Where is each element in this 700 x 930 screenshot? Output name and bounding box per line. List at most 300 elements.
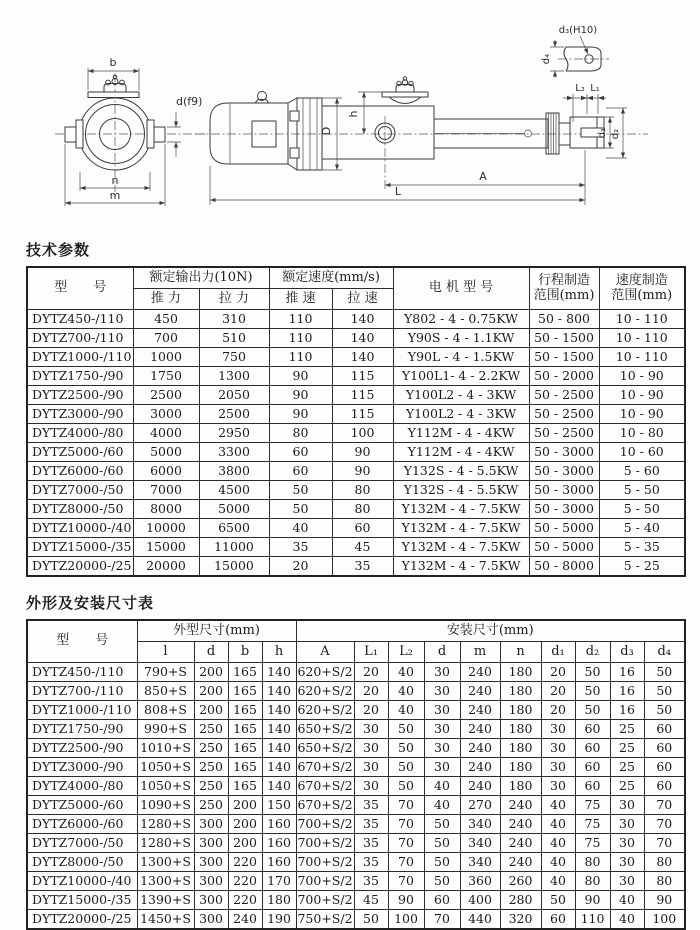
value-cell: 6500 bbox=[199, 519, 269, 538]
value-cell: 90 bbox=[269, 405, 332, 424]
model-cell: DYTZ5000-/60 bbox=[27, 443, 133, 462]
value-cell: 190 bbox=[262, 910, 296, 930]
value-cell: 30 bbox=[610, 796, 644, 815]
value-cell: 450 bbox=[133, 310, 199, 329]
table-row bbox=[27, 405, 685, 424]
value-cell: 240 bbox=[460, 739, 500, 758]
col-A: A bbox=[296, 642, 354, 663]
value-cell: Y132S - 4 - 5.5KW bbox=[393, 462, 529, 481]
value-cell: 115 bbox=[332, 367, 393, 386]
value-cell: 30 bbox=[541, 777, 575, 796]
table-row bbox=[27, 481, 685, 500]
value-cell: 220 bbox=[228, 853, 262, 872]
value-cell: 35 bbox=[332, 557, 393, 577]
value-cell: Y132M - 4 - 7.5KW bbox=[393, 538, 529, 557]
value-cell: 670+S/2 bbox=[296, 777, 354, 796]
value-cell: 50 - 3000 bbox=[529, 462, 599, 481]
value-cell: 1050+S bbox=[137, 758, 194, 777]
value-cell: 40 bbox=[610, 891, 644, 910]
col-group-install-dims: 安装尺寸(mm) bbox=[296, 620, 685, 642]
value-cell: 75 bbox=[575, 796, 610, 815]
value-cell: 30 bbox=[424, 720, 460, 739]
col-pull-force: 拉 力 bbox=[199, 289, 269, 310]
value-cell: 160 bbox=[262, 834, 296, 853]
value-cell: 25 bbox=[610, 720, 644, 739]
model-cell: DYTZ1750-/90 bbox=[27, 720, 137, 739]
value-cell: 8000 bbox=[133, 500, 199, 519]
value-cell: 10 - 110 bbox=[599, 348, 685, 367]
col-L1: L₁ bbox=[354, 642, 388, 663]
value-cell: 670+S/2 bbox=[296, 758, 354, 777]
value-cell: 70 bbox=[388, 872, 424, 891]
col-d: d bbox=[194, 642, 228, 663]
value-cell: 70 bbox=[644, 815, 685, 834]
col-model: 型 号 bbox=[27, 620, 137, 663]
value-cell: 11000 bbox=[199, 538, 269, 557]
table-row bbox=[27, 310, 685, 329]
dim-label-d3: d₃(H10) bbox=[558, 25, 598, 36]
value-cell: 250 bbox=[194, 796, 228, 815]
value-cell: 140 bbox=[332, 348, 393, 367]
value-cell: 50 bbox=[388, 777, 424, 796]
value-cell: 240 bbox=[500, 834, 541, 853]
value-cell: 50 - 5000 bbox=[529, 538, 599, 557]
value-cell: 220 bbox=[228, 891, 262, 910]
value-cell: 250 bbox=[194, 777, 228, 796]
value-cell: 140 bbox=[262, 739, 296, 758]
value-cell: 240 bbox=[500, 815, 541, 834]
model-cell: DYTZ1000-/110 bbox=[27, 348, 133, 367]
value-cell: 50 - 3000 bbox=[529, 481, 599, 500]
value-cell: 15000 bbox=[133, 538, 199, 557]
value-cell: 50 bbox=[269, 481, 332, 500]
value-cell: 200 bbox=[228, 796, 262, 815]
value-cell: 80 bbox=[575, 872, 610, 891]
value-cell: 700+S/2 bbox=[296, 853, 354, 872]
value-cell: 30 bbox=[354, 720, 388, 739]
value-cell: 2050 bbox=[199, 386, 269, 405]
value-cell: 260 bbox=[500, 872, 541, 891]
col-d2: d₂ bbox=[575, 642, 610, 663]
value-cell: 1000 bbox=[133, 348, 199, 367]
value-cell: 45 bbox=[354, 891, 388, 910]
table-row bbox=[27, 834, 685, 853]
value-cell: 650+S/2 bbox=[296, 739, 354, 758]
value-cell: 25 bbox=[610, 739, 644, 758]
value-cell: 1280+S bbox=[137, 834, 194, 853]
value-cell: Y132S - 4 - 5.5KW bbox=[393, 481, 529, 500]
value-cell: 165 bbox=[228, 701, 262, 720]
model-cell: DYTZ3000-/90 bbox=[27, 758, 137, 777]
model-cell: DYTZ1000-/110 bbox=[27, 701, 137, 720]
value-cell: 50 bbox=[269, 500, 332, 519]
dim-label-L: L bbox=[394, 185, 402, 198]
value-cell: 1300+S bbox=[137, 872, 194, 891]
value-cell: 250 bbox=[194, 739, 228, 758]
value-cell: 3800 bbox=[199, 462, 269, 481]
value-cell: 25 bbox=[610, 777, 644, 796]
section-title-dimensions: 外形及安装尺寸表 bbox=[26, 594, 155, 612]
rod-end-detail bbox=[541, 25, 609, 78]
value-cell: 70 bbox=[388, 796, 424, 815]
col-stroke-range-line2: 范围(mm) bbox=[533, 287, 595, 303]
value-cell: 2950 bbox=[199, 424, 269, 443]
value-cell: 40 bbox=[424, 777, 460, 796]
value-cell: 4000 bbox=[133, 424, 199, 443]
value-cell: Y132M - 4 - 7.5KW bbox=[393, 500, 529, 519]
value-cell: 10 - 80 bbox=[599, 424, 685, 443]
table-row bbox=[27, 777, 685, 796]
dimensions-header bbox=[27, 620, 685, 663]
value-cell: 80 bbox=[644, 872, 685, 891]
model-cell: DYTZ700-/110 bbox=[27, 682, 137, 701]
col-m: m bbox=[460, 642, 500, 663]
model-cell: DYTZ3000-/90 bbox=[27, 405, 133, 424]
value-cell: 35 bbox=[354, 872, 388, 891]
table-row bbox=[27, 538, 685, 557]
dim-label-n: n bbox=[111, 174, 119, 187]
value-cell: 180 bbox=[500, 682, 541, 701]
value-cell: 20000 bbox=[133, 557, 199, 577]
value-cell: Y132M - 4 - 7.5KW bbox=[393, 519, 529, 538]
value-cell: 3000 bbox=[133, 405, 199, 424]
value-cell: 30 bbox=[354, 758, 388, 777]
value-cell: 300 bbox=[194, 834, 228, 853]
value-cell: Y802 - 4 - 0.75KW bbox=[393, 310, 529, 329]
dim-label-h: h bbox=[347, 110, 360, 118]
value-cell: 180 bbox=[500, 701, 541, 720]
value-cell: 90 bbox=[644, 891, 685, 910]
value-cell: 700+S/2 bbox=[296, 815, 354, 834]
value-cell: 700 bbox=[133, 329, 199, 348]
value-cell: 40 bbox=[541, 815, 575, 834]
value-cell: 50 bbox=[575, 682, 610, 701]
value-cell: 240 bbox=[228, 910, 262, 930]
value-cell: 50 - 2500 bbox=[529, 424, 599, 443]
value-cell: 60 bbox=[575, 777, 610, 796]
value-cell: 90 bbox=[575, 891, 610, 910]
dim-label-L1: L₁ bbox=[590, 83, 600, 94]
model-cell: DYTZ4000-/80 bbox=[27, 777, 137, 796]
value-cell: 70 bbox=[644, 796, 685, 815]
value-cell: 30 bbox=[424, 758, 460, 777]
value-cell: 10 - 90 bbox=[599, 405, 685, 424]
value-cell: 90 bbox=[269, 386, 332, 405]
value-cell: 440 bbox=[460, 910, 500, 930]
value-cell: 140 bbox=[332, 310, 393, 329]
table-row bbox=[27, 720, 685, 739]
value-cell: 60 bbox=[644, 720, 685, 739]
value-cell: 180 bbox=[500, 758, 541, 777]
value-cell: 240 bbox=[500, 796, 541, 815]
value-cell: 4500 bbox=[199, 481, 269, 500]
dim-label-m: m bbox=[109, 189, 121, 202]
table-row bbox=[27, 701, 685, 720]
value-cell: 40 bbox=[541, 853, 575, 872]
value-cell: 50 bbox=[541, 891, 575, 910]
value-cell: 180 bbox=[500, 739, 541, 758]
table-row bbox=[27, 443, 685, 462]
value-cell: 700+S/2 bbox=[296, 891, 354, 910]
value-cell: 165 bbox=[228, 682, 262, 701]
value-cell: 50 - 3000 bbox=[529, 443, 599, 462]
front-view bbox=[55, 56, 205, 206]
table-row bbox=[27, 386, 685, 405]
value-cell: 50 - 8000 bbox=[529, 557, 599, 577]
value-cell: 80 bbox=[332, 481, 393, 500]
value-cell: 165 bbox=[228, 663, 262, 682]
value-cell: 60 bbox=[269, 443, 332, 462]
value-cell: 50 bbox=[644, 682, 685, 701]
table-row bbox=[27, 557, 685, 577]
col-n: n bbox=[500, 642, 541, 663]
value-cell: 30 bbox=[354, 777, 388, 796]
value-cell: 50 - 5000 bbox=[529, 519, 599, 538]
value-cell: 240 bbox=[460, 720, 500, 739]
col-d-install: d bbox=[424, 642, 460, 663]
value-cell: 180 bbox=[500, 663, 541, 682]
value-cell: 70 bbox=[388, 853, 424, 872]
value-cell: 10 - 110 bbox=[599, 329, 685, 348]
col-speed-range bbox=[599, 267, 685, 310]
value-cell: 808+S bbox=[137, 701, 194, 720]
table-row bbox=[27, 872, 685, 891]
col-stroke-range-line1: 行程制造 bbox=[538, 272, 591, 288]
value-cell: 70 bbox=[388, 834, 424, 853]
value-cell: 90 bbox=[269, 367, 332, 386]
col-group-outline-dims: 外型尺寸(mm) bbox=[137, 620, 296, 642]
value-cell: 700+S/2 bbox=[296, 834, 354, 853]
col-push-force: 推 力 bbox=[133, 289, 199, 310]
value-cell: 90 bbox=[388, 891, 424, 910]
value-cell: 200 bbox=[194, 663, 228, 682]
value-cell: 1450+S bbox=[137, 910, 194, 930]
value-cell: 35 bbox=[354, 796, 388, 815]
value-cell: 10 - 90 bbox=[599, 367, 685, 386]
model-cell: DYTZ450-/110 bbox=[27, 310, 133, 329]
value-cell: 100 bbox=[332, 424, 393, 443]
value-cell: 16 bbox=[610, 701, 644, 720]
value-cell: 1280+S bbox=[137, 815, 194, 834]
value-cell: 140 bbox=[262, 663, 296, 682]
col-l: l bbox=[137, 642, 194, 663]
value-cell: 80 bbox=[269, 424, 332, 443]
value-cell: 20 bbox=[541, 663, 575, 682]
model-cell: DYTZ1750-/90 bbox=[27, 367, 133, 386]
dimensions-table bbox=[26, 619, 686, 930]
value-cell: 165 bbox=[228, 720, 262, 739]
value-cell: 100 bbox=[644, 910, 685, 930]
value-cell: 220 bbox=[228, 872, 262, 891]
value-cell: 270 bbox=[460, 796, 500, 815]
value-cell: 40 bbox=[424, 796, 460, 815]
value-cell: 140 bbox=[262, 777, 296, 796]
value-cell: 180 bbox=[500, 720, 541, 739]
col-d4: d₄ bbox=[644, 642, 685, 663]
value-cell: 850+S bbox=[137, 682, 194, 701]
value-cell: 10 - 110 bbox=[599, 310, 685, 329]
dim-label-D: D bbox=[320, 126, 333, 136]
value-cell: 200 bbox=[194, 701, 228, 720]
table-row bbox=[27, 519, 685, 538]
value-cell: 50 bbox=[424, 872, 460, 891]
value-cell: Y90L - 4 - 1.5KW bbox=[393, 348, 529, 367]
col-speed-range-line1: 速度制造 bbox=[615, 272, 668, 288]
value-cell: 30 bbox=[610, 872, 644, 891]
value-cell: 10 - 60 bbox=[599, 443, 685, 462]
table-row bbox=[27, 891, 685, 910]
value-cell: 240 bbox=[460, 777, 500, 796]
value-cell: 25 bbox=[610, 758, 644, 777]
value-cell: 35 bbox=[354, 815, 388, 834]
value-cell: Y112M - 4 - 4KW bbox=[393, 443, 529, 462]
value-cell: 15000 bbox=[199, 557, 269, 577]
tech-params-header bbox=[27, 267, 685, 310]
value-cell: 200 bbox=[194, 682, 228, 701]
model-cell: DYTZ2500-/90 bbox=[27, 386, 133, 405]
value-cell: 50 bbox=[388, 758, 424, 777]
col-speed-range-line2: 范围(mm) bbox=[611, 287, 673, 303]
value-cell: 140 bbox=[262, 720, 296, 739]
value-cell: Y132M - 4 - 7.5KW bbox=[393, 557, 529, 577]
value-cell: 50 - 1500 bbox=[529, 348, 599, 367]
value-cell: 60 bbox=[575, 720, 610, 739]
model-cell: DYTZ20000-/25 bbox=[27, 910, 137, 930]
value-cell: 140 bbox=[332, 329, 393, 348]
value-cell: 40 bbox=[610, 910, 644, 930]
value-cell: 30 bbox=[541, 720, 575, 739]
table-row bbox=[27, 739, 685, 758]
table-row bbox=[27, 424, 685, 443]
value-cell: 50 bbox=[644, 701, 685, 720]
value-cell: 1300+S bbox=[137, 853, 194, 872]
value-cell: 20 bbox=[354, 682, 388, 701]
value-cell: 340 bbox=[460, 815, 500, 834]
value-cell: 40 bbox=[541, 872, 575, 891]
value-cell: 1300 bbox=[199, 367, 269, 386]
value-cell: 70 bbox=[644, 834, 685, 853]
value-cell: 1050+S bbox=[137, 777, 194, 796]
model-cell: DYTZ7000-/50 bbox=[27, 834, 137, 853]
value-cell: 5 - 50 bbox=[599, 500, 685, 519]
value-cell: 60 bbox=[541, 910, 575, 930]
value-cell: 310 bbox=[199, 310, 269, 329]
value-cell: 30 bbox=[610, 853, 644, 872]
value-cell: 30 bbox=[610, 815, 644, 834]
value-cell: 165 bbox=[228, 777, 262, 796]
value-cell: 240 bbox=[500, 853, 541, 872]
value-cell: 5000 bbox=[133, 443, 199, 462]
value-cell: 5 - 60 bbox=[599, 462, 685, 481]
tech-params-table bbox=[26, 266, 686, 577]
table-row bbox=[27, 910, 685, 930]
value-cell: 10000 bbox=[133, 519, 199, 538]
col-b: b bbox=[228, 642, 262, 663]
value-cell: 990+S bbox=[137, 720, 194, 739]
dimensions-body bbox=[27, 663, 685, 930]
table-row bbox=[27, 853, 685, 872]
col-pull-speed: 拉 速 bbox=[332, 289, 393, 310]
value-cell: 180 bbox=[500, 777, 541, 796]
model-cell: DYTZ15000-/35 bbox=[27, 891, 137, 910]
value-cell: 340 bbox=[460, 834, 500, 853]
value-cell: 60 bbox=[644, 739, 685, 758]
value-cell: 140 bbox=[262, 701, 296, 720]
value-cell: 300 bbox=[194, 815, 228, 834]
col-h: h bbox=[262, 642, 296, 663]
model-cell: DYTZ10000-/40 bbox=[27, 519, 133, 538]
value-cell: 200 bbox=[228, 834, 262, 853]
value-cell: 510 bbox=[199, 329, 269, 348]
value-cell: 250 bbox=[194, 758, 228, 777]
section-title-tech-params: 技术参数 bbox=[26, 241, 91, 259]
value-cell: 50 bbox=[424, 815, 460, 834]
value-cell: 50 bbox=[424, 853, 460, 872]
model-cell: DYTZ10000-/40 bbox=[27, 872, 137, 891]
value-cell: 30 bbox=[424, 739, 460, 758]
value-cell: 50 bbox=[388, 720, 424, 739]
value-cell: 620+S/2 bbox=[296, 682, 354, 701]
value-cell: 20 bbox=[541, 701, 575, 720]
value-cell: 50 bbox=[354, 910, 388, 930]
value-cell: 50 bbox=[388, 739, 424, 758]
value-cell: 1090+S bbox=[137, 796, 194, 815]
value-cell: 50 - 3000 bbox=[529, 500, 599, 519]
dim-label-A: A bbox=[479, 170, 487, 183]
col-L2: L₂ bbox=[388, 642, 424, 663]
value-cell: 750+S/2 bbox=[296, 910, 354, 930]
value-cell: 75 bbox=[575, 834, 610, 853]
value-cell: 60 bbox=[575, 739, 610, 758]
value-cell: 70 bbox=[388, 815, 424, 834]
value-cell: 40 bbox=[388, 663, 424, 682]
table-row bbox=[27, 348, 685, 367]
value-cell: 790+S bbox=[137, 663, 194, 682]
value-cell: 90 bbox=[332, 462, 393, 481]
col-stroke-range bbox=[529, 267, 599, 310]
dim-label-L2: L₂ bbox=[575, 83, 585, 94]
col-d3: d₃ bbox=[610, 642, 644, 663]
value-cell: 200 bbox=[228, 815, 262, 834]
value-cell: 30 bbox=[424, 682, 460, 701]
value-cell: 50 - 1500 bbox=[529, 329, 599, 348]
value-cell: 35 bbox=[354, 853, 388, 872]
value-cell: 400 bbox=[460, 891, 500, 910]
value-cell: 30 bbox=[354, 739, 388, 758]
value-cell: 1010+S bbox=[137, 739, 194, 758]
value-cell: 10 - 90 bbox=[599, 386, 685, 405]
dim-label-d1: d₁ bbox=[597, 127, 608, 139]
table-row bbox=[27, 682, 685, 701]
value-cell: 45 bbox=[332, 538, 393, 557]
value-cell: 60 bbox=[644, 758, 685, 777]
value-cell: 360 bbox=[460, 872, 500, 891]
value-cell: 30 bbox=[424, 663, 460, 682]
value-cell: 35 bbox=[354, 834, 388, 853]
value-cell: 700+S/2 bbox=[296, 872, 354, 891]
value-cell: 140 bbox=[262, 682, 296, 701]
value-cell: 240 bbox=[460, 701, 500, 720]
value-cell: 140 bbox=[262, 758, 296, 777]
model-cell: DYTZ7000-/50 bbox=[27, 481, 133, 500]
value-cell: 50 - 2500 bbox=[529, 386, 599, 405]
value-cell: 30 bbox=[424, 701, 460, 720]
value-cell: 5 - 50 bbox=[599, 481, 685, 500]
value-cell: 60 bbox=[644, 777, 685, 796]
value-cell: 60 bbox=[332, 519, 393, 538]
model-cell: DYTZ5000-/60 bbox=[27, 796, 137, 815]
value-cell: 620+S/2 bbox=[296, 701, 354, 720]
